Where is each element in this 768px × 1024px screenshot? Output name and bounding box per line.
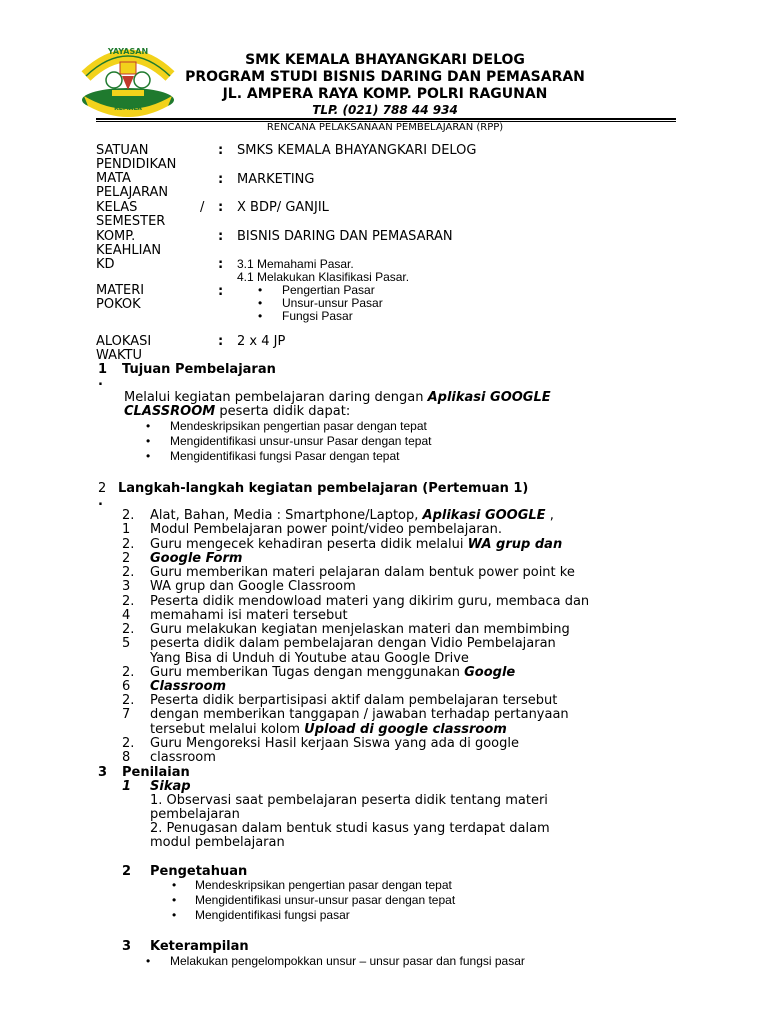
colon: : — [218, 172, 224, 187]
keterampilan-num: 3 — [122, 939, 132, 954]
section-3-num: 3 — [98, 765, 108, 780]
step-item: Guru melakukan kegiatan menjelaskan materi dan membimbing peserta didik dalam pembelajaran dengan Vidio Pembelajaran Yang Bisa di Unduh di Youtube atau Google Drive — [150, 622, 570, 666]
label-alokasi: ALOKASI WAKTU — [96, 334, 152, 363]
pengetahuan-num: 2 — [122, 864, 132, 879]
step-item: Alat, Bahan, Media : Smartphone/Laptop, Aplikasi GOOGLE , Modul Pembelajaran power point/video pembelajaran. — [150, 508, 554, 538]
kd-line-2: 4.1 Melakukan Klasifikasi Pasar. — [237, 270, 410, 284]
label-materi: MATERI POKOK — [96, 283, 145, 312]
pengetahuan-title: Pengetahuan — [150, 864, 248, 879]
section-1-dot: . — [98, 374, 103, 389]
section-1-title: Tujuan Pembelajaran — [122, 362, 276, 377]
section-2-title: Langkah-langkah kegiatan pembelajaran (Pertemuan 1) — [118, 481, 529, 496]
value-kelas: X BDP/ GANJIL — [237, 200, 329, 215]
step-number: 2. 5 — [122, 622, 135, 651]
colon: : — [218, 257, 224, 272]
step-number: 2. 8 — [122, 736, 135, 765]
label-kelas-slash: / — [200, 200, 205, 215]
colon: : — [218, 334, 224, 349]
value-alokasi: 2 x 4 JP — [237, 334, 286, 349]
header-rule-thick — [96, 118, 676, 120]
step-item: Guru memberikan Tugas dengan menggunakan Google Classroom — [150, 665, 516, 695]
step-item: Peserta didik berpartisipasi aktif dalam pembelajaran tersebut dengan memberikan tanggapan / jawaban terhadap pertanyaan tersebut melalui kolom Upload di google classroom — [150, 693, 569, 737]
step-item: Peserta didik mendowload materi yang dikirim guru, membaca dan memahami isi materi tersebut — [150, 594, 590, 624]
doc-title: RENCANA PELAKSANAAN PEMBELAJARAN (RPP) — [266, 122, 504, 133]
step-item: Guru mengecek kehadiran peserta didik melalui WA grup dan Google Form — [150, 537, 563, 567]
step-number: 2. 7 — [122, 693, 135, 722]
label-kelas: KELAS SEMESTER — [96, 200, 166, 229]
step-number: 2. 2 — [122, 537, 135, 566]
sikap-item-2: 2. Penugasan dalam bentuk studi kasus yang terdapat dalam modul pembelajaran — [150, 821, 550, 850]
step-number: 2. 1 — [122, 508, 135, 537]
school-address: JL. AMPERA RAYA KOMP. POLRI RAGUNAN — [222, 86, 548, 102]
step-item: Guru Mengoreksi Hasil kerjaan Siswa yang ada di google classroom — [150, 736, 519, 766]
label-komp: KOMP. KEAHLIAN — [96, 229, 162, 258]
school-name: SMK KEMALA BHAYANGKARI DELOG — [245, 52, 525, 68]
label-kd: KD — [96, 257, 115, 272]
label-satuan: SATUAN PENDIDIKAN — [96, 143, 177, 172]
logo-bottom-text: KEMALA — [114, 105, 142, 112]
section-1-num: 1 — [98, 362, 108, 377]
kd-line-1: 3.1 Memahami Pasar. — [237, 257, 354, 271]
section-2-num: 2 — [98, 481, 107, 496]
colon: : — [218, 229, 224, 244]
colon: : — [218, 200, 224, 215]
colon: : — [218, 284, 224, 299]
sikap-num: 1 — [122, 779, 132, 794]
program-name: PROGRAM STUDI BISNIS DARING DAN PEMASARAN — [185, 69, 585, 85]
value-komp: BISNIS DARING DAN PEMASARAN — [237, 229, 453, 244]
school-phone: TLP. (021) 788 44 934 — [312, 103, 458, 117]
sikap-title: Sikap — [150, 779, 191, 794]
logo-top-text: YAYASAN — [107, 47, 149, 56]
step-number: 2. 3 — [122, 565, 135, 594]
step-number: 2. 6 — [122, 665, 135, 694]
section-1-intro: Melalui kegiatan pembelajaran daring dengan Aplikasi GOOGLE CLASSROOM peserta didik dapat: — [124, 390, 551, 419]
value-mapel: MARKETING — [237, 172, 315, 187]
step-number: 2. 4 — [122, 594, 135, 623]
step-item: Guru memberikan materi pelajaran dalam bentuk power point ke WA grup dan Google Classroom — [150, 565, 575, 595]
value-satuan: SMKS KEMALA BHAYANGKARI DELOG — [237, 143, 477, 158]
label-mapel: MATA PELAJARAN — [96, 171, 169, 200]
sikap-item-1: 1. Observasi saat pembelajaran peserta didik tentang materi pembelajaran — [150, 793, 548, 822]
colon: : — [218, 143, 224, 158]
section-3-title: Penilaian — [122, 765, 190, 780]
keterampilan-title: Keterampilan — [150, 939, 249, 954]
section-2-dot: . — [98, 494, 103, 509]
